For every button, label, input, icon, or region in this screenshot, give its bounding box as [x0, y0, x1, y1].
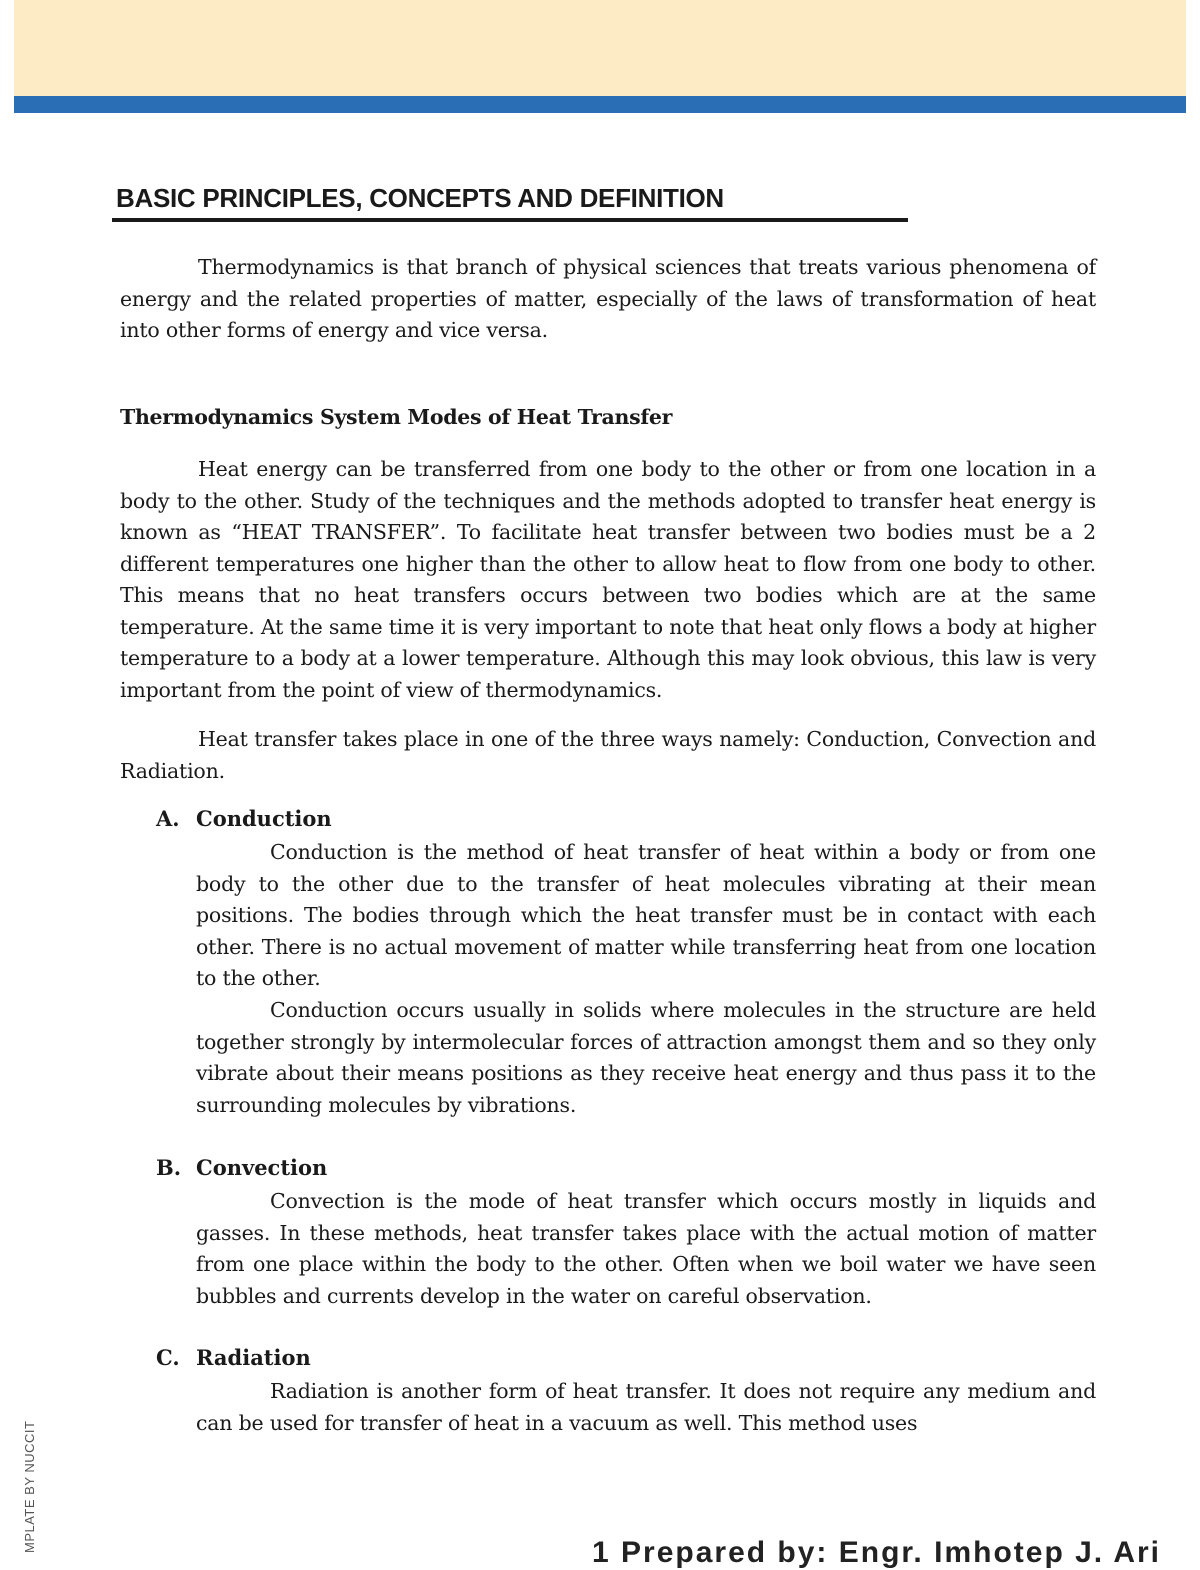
list-heading-convection	[156, 1155, 327, 1180]
intro-paragraph: Thermodynamics is that branch of physical sciences that treats various phenomena of energy and the related properties of matter, especially of the laws of transformation of heat into other forms of energy and vice versa.	[120, 255, 1096, 342]
header-band	[14, 0, 1186, 96]
side-watermark: MPLATE BY NUCCIT	[22, 1420, 37, 1553]
header-accent-bar	[14, 96, 1186, 113]
list-heading-label: Conduction	[196, 806, 332, 831]
footer-text: 1 Prepared by: Engr. Imhotep J. Ari	[592, 1536, 1162, 1569]
page-title: BASIC PRINCIPLES, CONCEPTS AND DEFINITION	[116, 183, 724, 213]
section-paragraph-2: Heat transfer takes place in one of the three ways namely: Conduction, Convection and Radiation.	[120, 727, 1096, 783]
list-heading-radiation	[156, 1345, 311, 1370]
list-letter: A.	[156, 806, 180, 831]
list-heading-label: Radiation	[196, 1345, 311, 1370]
convection-paragraph: Convection is the mode of heat transfer which occurs mostly in liquids and gasses. In these methods, heat transfer takes place with the actual motion of matter from one place within the body to the other. Often when we boil water we have seen bubbles and currents develop in the water on careful observation.	[196, 1189, 1096, 1308]
list-heading-conduction	[156, 806, 332, 831]
list-heading-label: Convection	[196, 1155, 328, 1180]
radiation-paragraph: Radiation is another form of heat transfer. It does not require any medium and can be used for transfer of heat in a vacuum as well. This method uses	[196, 1379, 1096, 1435]
conduction-paragraph-1: Conduction is the method of heat transfer of heat within a body or from one body to the other due to the transfer of heat molecules vibrating at their mean positions. The bodies through which the heat transfer must be in contact with each other. There is no actual movement of matter while transferring heat from one location to the other.	[196, 840, 1096, 990]
conduction-paragraph-2: Conduction occurs usually in solids where molecules in the structure are held together strongly by intermolecular forces of attraction amongst them and so they only vibrate about their means positions as they receive heat energy and thus pass it to the surrounding molecules by vibrations.	[196, 998, 1096, 1117]
section-paragraph-1: Heat energy can be transferred from one body to the other or from one location in a body to the other. Study of the techniques and the methods adopted to transfer heat energy is known as “HEAT TRANSFER”. To facilitate heat transfer between two bodies must be a 2 different temperatures one higher than the other to allow heat to flow from one body to other. This means that no heat transfers occurs between two bodies which are at the same temperature. At the same time it is very important to note that heat only flows a body at higher temperature to a body at a lower temperature. Although this may look obvious, this law is very important from the point of view of thermodynamics.	[120, 457, 1096, 702]
section-heading: Thermodynamics System Modes of Heat Transfer	[120, 405, 673, 429]
list-letter: C.	[156, 1345, 180, 1370]
list-letter: B.	[156, 1155, 182, 1180]
title-underline	[112, 218, 908, 222]
